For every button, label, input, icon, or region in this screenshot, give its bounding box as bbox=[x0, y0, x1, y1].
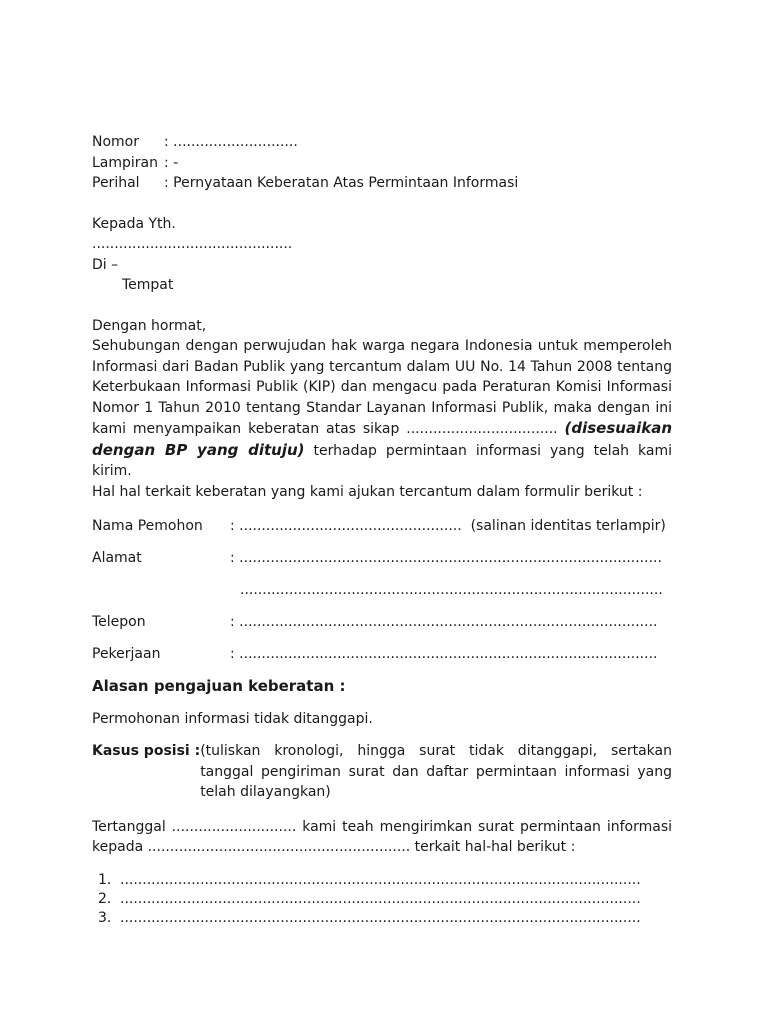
pekerjaan-label: Pekerjaan bbox=[92, 646, 161, 662]
telepon-value: : .............................................................................................. bbox=[230, 614, 658, 630]
list-item bbox=[92, 870, 672, 889]
spacer bbox=[92, 858, 672, 870]
nomor-value: : ............................ bbox=[164, 134, 298, 150]
lampiran-value: : - bbox=[164, 154, 179, 171]
main-paragraph bbox=[92, 336, 672, 482]
alasan-text: Permohonan informasi tidak ditanggapi. bbox=[92, 710, 373, 727]
perihal-label: Perihal bbox=[92, 175, 140, 191]
alasan-heading: Alasan pengajuan keberatan : bbox=[92, 677, 346, 695]
nomor-row bbox=[92, 132, 672, 153]
kepada-line: Kepada Yth. bbox=[92, 215, 176, 232]
nama-dots: : .................................................. bbox=[230, 518, 462, 534]
spacer bbox=[92, 697, 672, 709]
list-item-number: 1. bbox=[98, 871, 112, 888]
main-paragraph-text: Sehubungan dengan perwujudan hak warga negara Indonesia untuk memperoleh Informasi dari Badan Publik yang tercantum dalam UU No. 14 Tahun 2008 tentang Keterbukaan Informasi Publik (KIP) dan mengacu pada Peraturan Komisi Informasi Nomor 1 Tahun 2010 tentang Standar Layanan Informasi Publik, maka dengan ini kami menyampaikan keberatan atas sikap .................................. bbox=[92, 338, 672, 437]
letter-header bbox=[92, 132, 672, 194]
nama-value bbox=[230, 516, 666, 536]
perihal-row bbox=[92, 173, 672, 194]
spacer bbox=[92, 194, 672, 214]
tempat-line: Tempat bbox=[122, 277, 174, 293]
telepon-label: Telepon bbox=[92, 614, 146, 630]
lampiran-label: Lampiran bbox=[92, 154, 159, 171]
list-item-number: 3. bbox=[98, 909, 112, 926]
spacer bbox=[92, 664, 672, 676]
spacer bbox=[92, 502, 672, 516]
pekerjaan-value: : .............................................................................................. bbox=[230, 646, 658, 662]
alamat-row-2 bbox=[92, 580, 672, 600]
kasus-label: Kasus posisi : bbox=[92, 743, 201, 759]
request-list bbox=[92, 870, 672, 927]
paragraph-note: (disesuaikan dengan BP yang dituju) bbox=[92, 419, 672, 459]
list-item-number: 2. bbox=[98, 890, 112, 907]
spacer bbox=[92, 296, 672, 316]
recipient-block bbox=[92, 214, 672, 296]
salutation: Dengan hormat, bbox=[92, 317, 207, 334]
perihal-value: : Pernyataan Keberatan Atas Permintaan Informasi bbox=[164, 175, 519, 191]
pekerjaan-row bbox=[92, 644, 672, 664]
applicant-form bbox=[92, 516, 672, 664]
alamat-row bbox=[92, 548, 672, 568]
form-intro: Hal hal terkait keberatan yang kami ajukan tercantum dalam formulir berikut : bbox=[92, 483, 643, 500]
alamat-value: : ............................................................................................... bbox=[230, 550, 662, 566]
kasus-text: (tuliskan kronologi, hingga surat tidak ditanggapi, sertakan tanggal pengiriman surat dan daftar permintaan informasi yang telah dilayangkan) bbox=[200, 743, 672, 800]
nama-label: Nama Pemohon bbox=[92, 518, 203, 534]
list-item-dots: ..................................................................................................................... bbox=[120, 890, 641, 907]
spacer bbox=[92, 600, 672, 612]
nama-row bbox=[92, 516, 672, 536]
spacer bbox=[92, 536, 672, 548]
kasus-block bbox=[92, 741, 672, 803]
list-item-dots: ..................................................................................................................... bbox=[120, 909, 641, 926]
list-item bbox=[92, 889, 672, 908]
lampiran-row bbox=[92, 153, 672, 174]
nama-note: (salinan identitas terlampir) bbox=[470, 518, 666, 534]
recipient-dots: ............................................. bbox=[92, 236, 293, 252]
list-item-dots: ..................................................................................................................... bbox=[120, 871, 641, 888]
paragraph-end: terhadap permintaan informasi yang telah kami kirim. bbox=[92, 442, 672, 479]
tertanggal-paragraph: Tertanggal ............................ kami teah mengirimkan surat permintaan informasi kepada ........................................................... terkait hal-hal berikut : bbox=[92, 818, 672, 855]
telepon-row bbox=[92, 612, 672, 632]
spacer bbox=[92, 729, 672, 741]
letter-body bbox=[92, 132, 672, 927]
di-line: Di – bbox=[92, 256, 119, 273]
alamat-value-2: ............................................................................................... bbox=[240, 582, 663, 598]
list-item bbox=[92, 908, 672, 927]
spacer bbox=[92, 568, 672, 580]
alamat-label: Alamat bbox=[92, 550, 142, 566]
spacer bbox=[92, 803, 672, 817]
alamat-indent bbox=[92, 580, 240, 600]
spacer bbox=[92, 632, 672, 644]
nomor-label: Nomor bbox=[92, 134, 139, 150]
